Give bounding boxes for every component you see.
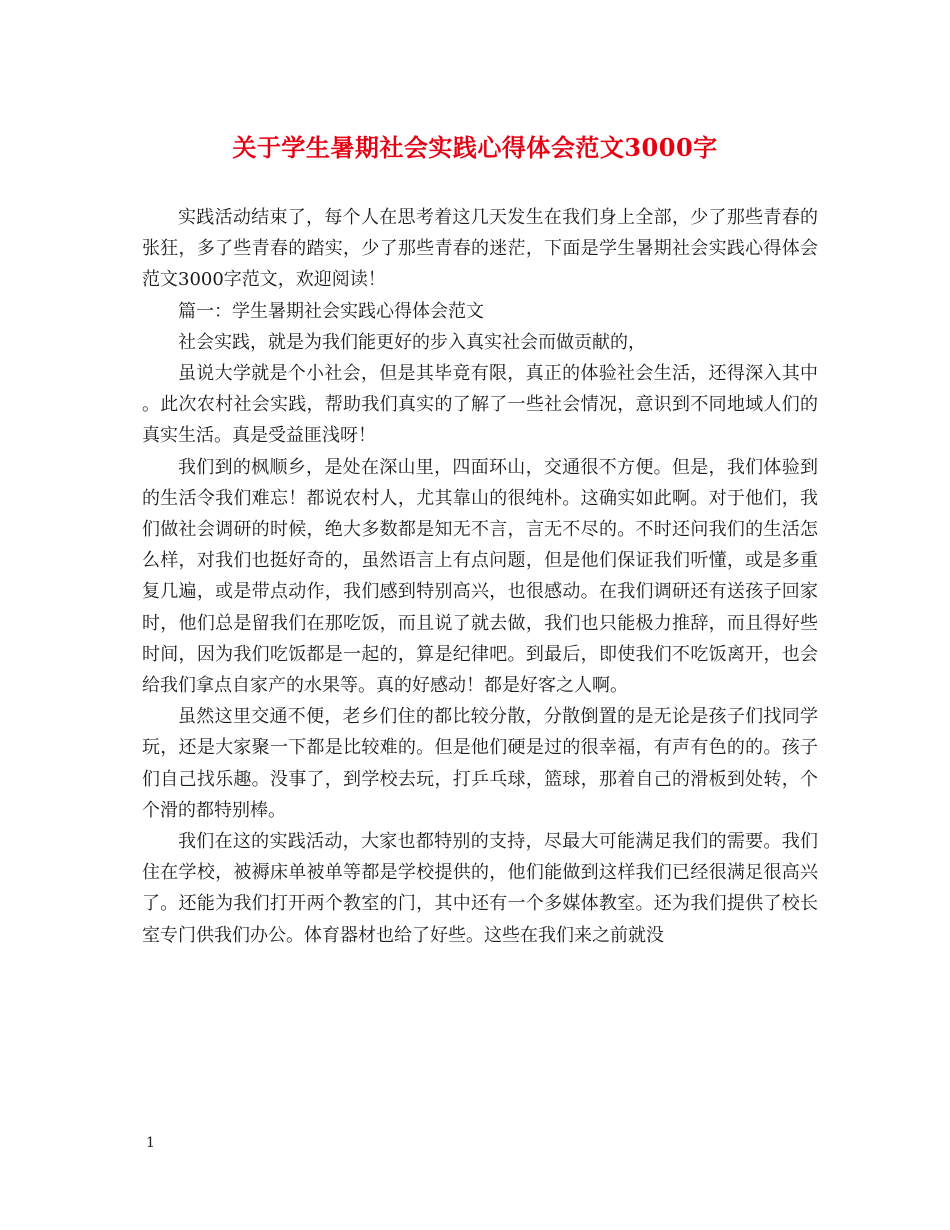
paragraph: 虽然这里交通不便，老乡们住的都比较分散，分散倒置的是无论是孩子们找同学玩，还是大家聚一下都是比较难的。但是他们硬是过的很幸福，有声有色的的。孩子们自己找乐趣。没事了，到学校去玩，打乒乓球，篮球，那着自己的滑板到处转，个个滑的都特别棒。 xyxy=(142,706,818,821)
paragraph: 我们到的枫顺乡，是处在深山里，四面环山，交通很不方便。但是，我们体验到的生活令我们难忘！都说农村人，尤其靠山的很纯朴。这确实如此啊。对于他们，我们做社会调研的时候，绝大多数都是知无不言，言无不尽的。不时还问我们的生活怎么样，对我们也挺好奇的，虽然语言上有点问题，但是他们保证我们听懂，或是多重复几遍，或是带点动作，我们感到特别高兴，也很感动。在我们调研还有送孩子回家时，他们总是留我们在那吃饭，而且说了就去做，我们也只能极力推辞，而且得好些时间，因为我们吃饭都是一起的，算是纪律吧。到最后，即使我们不吃饭离开，也会给我们拿点自家产的水果等。真的好感动！都是好客之人啊。 xyxy=(142,456,818,697)
paragraph: 我们在这的实践活动，大家也都特别的支持，尽最大可能满足我们的需要。我们住在学校，被褥床单被单等都是学校提供的，他们能做到这样我们已经很满足很高兴了。还能为我们打开两个教室的门，其中还有一个多媒体教室。还为我们提供了校长室专门供我们办公。体育器材也给了好些。这些在我们来之前就没 xyxy=(142,831,818,946)
page-number: 1 xyxy=(146,1135,155,1151)
paragraph-intro: 实践活动结束了，每个人在思考着这几天发生在我们身上全部，少了那些青春的张狂，多了些青春的踏实，少了那些青春的迷茫，下面是学生暑期社会实践心得体会范文3000字范文，欢迎阅读！ xyxy=(142,207,818,291)
paragraph: 社会实践，就是为我们能更好的步入真实社会而做贡献的， xyxy=(178,331,646,353)
section-heading: 篇一：学生暑期社会实践心得体会范文 xyxy=(178,300,484,322)
document-title: 关于学生暑期社会实践心得体会范文3000字 xyxy=(232,133,718,162)
paragraph: 虽说大学就是个小社会，但是其毕竟有限，真正的体验社会生活，还得深入其中。此次农村社会实践，帮助我们真实的了解了一些社会情况，意识到不同地域人们的真实生活。真是受益匪浅呀！ xyxy=(142,363,818,447)
document-body xyxy=(142,202,818,951)
